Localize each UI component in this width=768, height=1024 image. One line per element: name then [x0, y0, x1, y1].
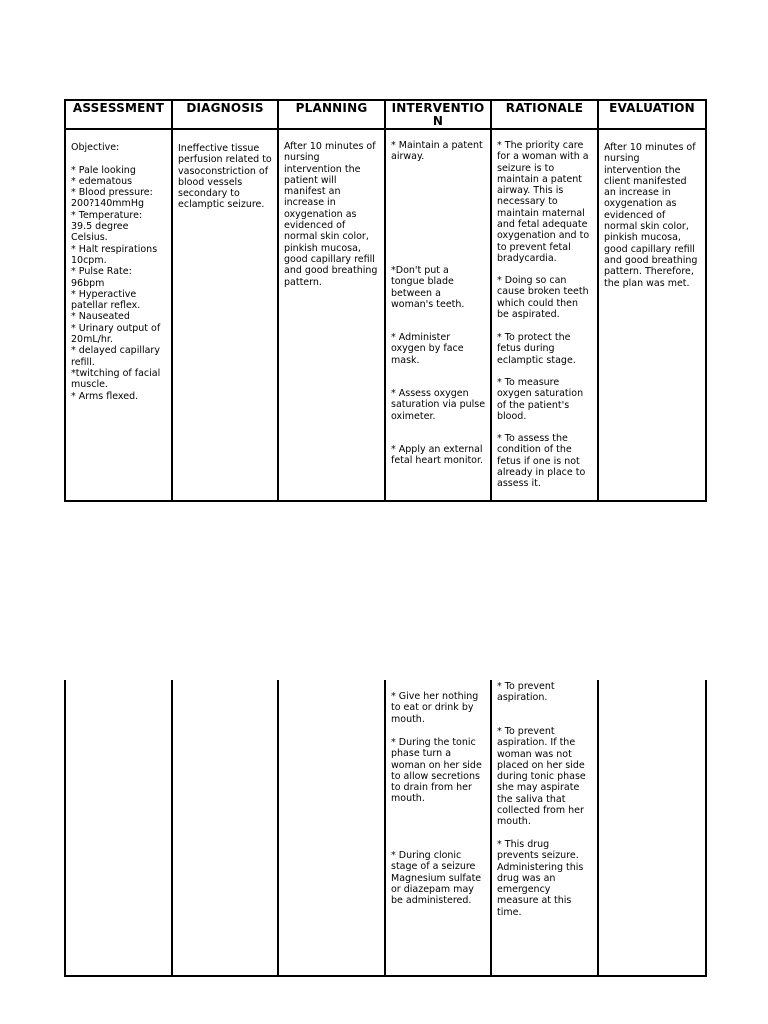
intervention-item: * Administer oxygen by face mask.	[391, 332, 464, 366]
rationale-item: * To protect the fetus during eclamptic stage.	[497, 332, 576, 366]
header-planning: PLANNING	[278, 100, 385, 129]
intervention-item: * Apply an external fetal heart monitor.	[391, 444, 484, 467]
header-rationale: RATIONALE	[491, 100, 598, 129]
rationale-item: * This drug prevents seizure. Administering this drug was an emergency measure at this time.	[497, 839, 584, 918]
rationale-item: * Doing so can cause broken teeth which could then be aspirated.	[497, 275, 589, 320]
table-row	[65, 129, 706, 501]
care-plan-table-page-1	[64, 99, 707, 502]
diagnosis-text: Ineffective tissue perfusion related to vasoconstriction of blood vessels secondary to eclamptic seizure.	[178, 143, 272, 211]
header-diagnosis: DIAGNOSIS	[172, 100, 278, 129]
header-row	[65, 100, 706, 129]
evaluation-cell	[598, 129, 706, 501]
intervention-item: * Maintain a patent airway.	[391, 140, 483, 163]
rationale-cell	[491, 680, 598, 976]
care-plan-table-page-2	[64, 680, 707, 977]
intervention-item: *Don't put a tongue blade between a woman's teeth.	[391, 265, 465, 310]
planning-cell	[278, 680, 385, 976]
intervention-cell	[385, 129, 491, 501]
evaluation-text: After 10 minutes of nursing intervention the client manifested an increase in oxygenation as evidenced of normal skin color, pinkish mucosa, good capillary refill and good breathing pattern. Therefore, the plan was met.	[604, 142, 698, 289]
rationale-cell	[491, 129, 598, 501]
rationale-item: * To assess the condition of the fetus if one is not already in place to assess it.	[497, 433, 586, 490]
evaluation-cell	[598, 680, 706, 976]
assessment-text: Objective: * Pale looking * edematous * Blood pressure: 200?140mmHg * Temperature: 39.5 degree Celsius. * Halt respirations 10cpm. * Pulse Rate: 96bpm * Hyperactive patellar reflex. * Nauseated * Urinary output of 20mL/hr. * delayed capillary refill. *twitching of facial muscle. * Arms flexed.	[71, 142, 161, 402]
table-row	[65, 680, 706, 976]
intervention-cell	[385, 680, 491, 976]
header-assessment: ASSESSMENT	[65, 100, 172, 129]
rationale-item: * To prevent aspiration.	[497, 681, 555, 704]
header-evaluation: EVALUATION	[598, 100, 706, 129]
header-intervention: INTERVENTIO N	[385, 100, 491, 129]
rationale-item: * To prevent aspiration. If the woman was not placed on her side during tonic phase she may aspirate the saliva that collected from her mouth.	[497, 726, 586, 828]
rationale-item: * To measure oxygen saturation of the patient's blood.	[497, 377, 584, 422]
rationale-item: * The priority care for a woman with a seizure is to maintain a patent airway. This is necessary to maintain maternal and fetal adequate oxygenation and to to prevent fetal bradycardia.	[497, 140, 590, 264]
intervention-item: * Give her nothing to eat or drink by mouth.	[391, 691, 479, 725]
assessment-cell	[65, 680, 172, 976]
intervention-item: * Assess oxygen saturation via pulse oximeter.	[391, 388, 486, 422]
assessment-cell	[65, 129, 172, 501]
planning-cell	[278, 129, 385, 501]
diagnosis-cell	[172, 129, 278, 501]
intervention-item: * During the tonic phase turn a woman on her side to allow secretions to drain from her mouth.	[391, 737, 482, 805]
diagnosis-cell	[172, 680, 278, 976]
intervention-item: * During clonic stage of a seizure Magnesium sulfate or diazepam may be administered.	[391, 850, 482, 907]
planning-text: After 10 minutes of nursing intervention the patient will manifest an increase in oxygenation as evidenced of normal skin color, pinkish mucosa, good capillary refill and good breathing pattern.	[284, 141, 378, 288]
